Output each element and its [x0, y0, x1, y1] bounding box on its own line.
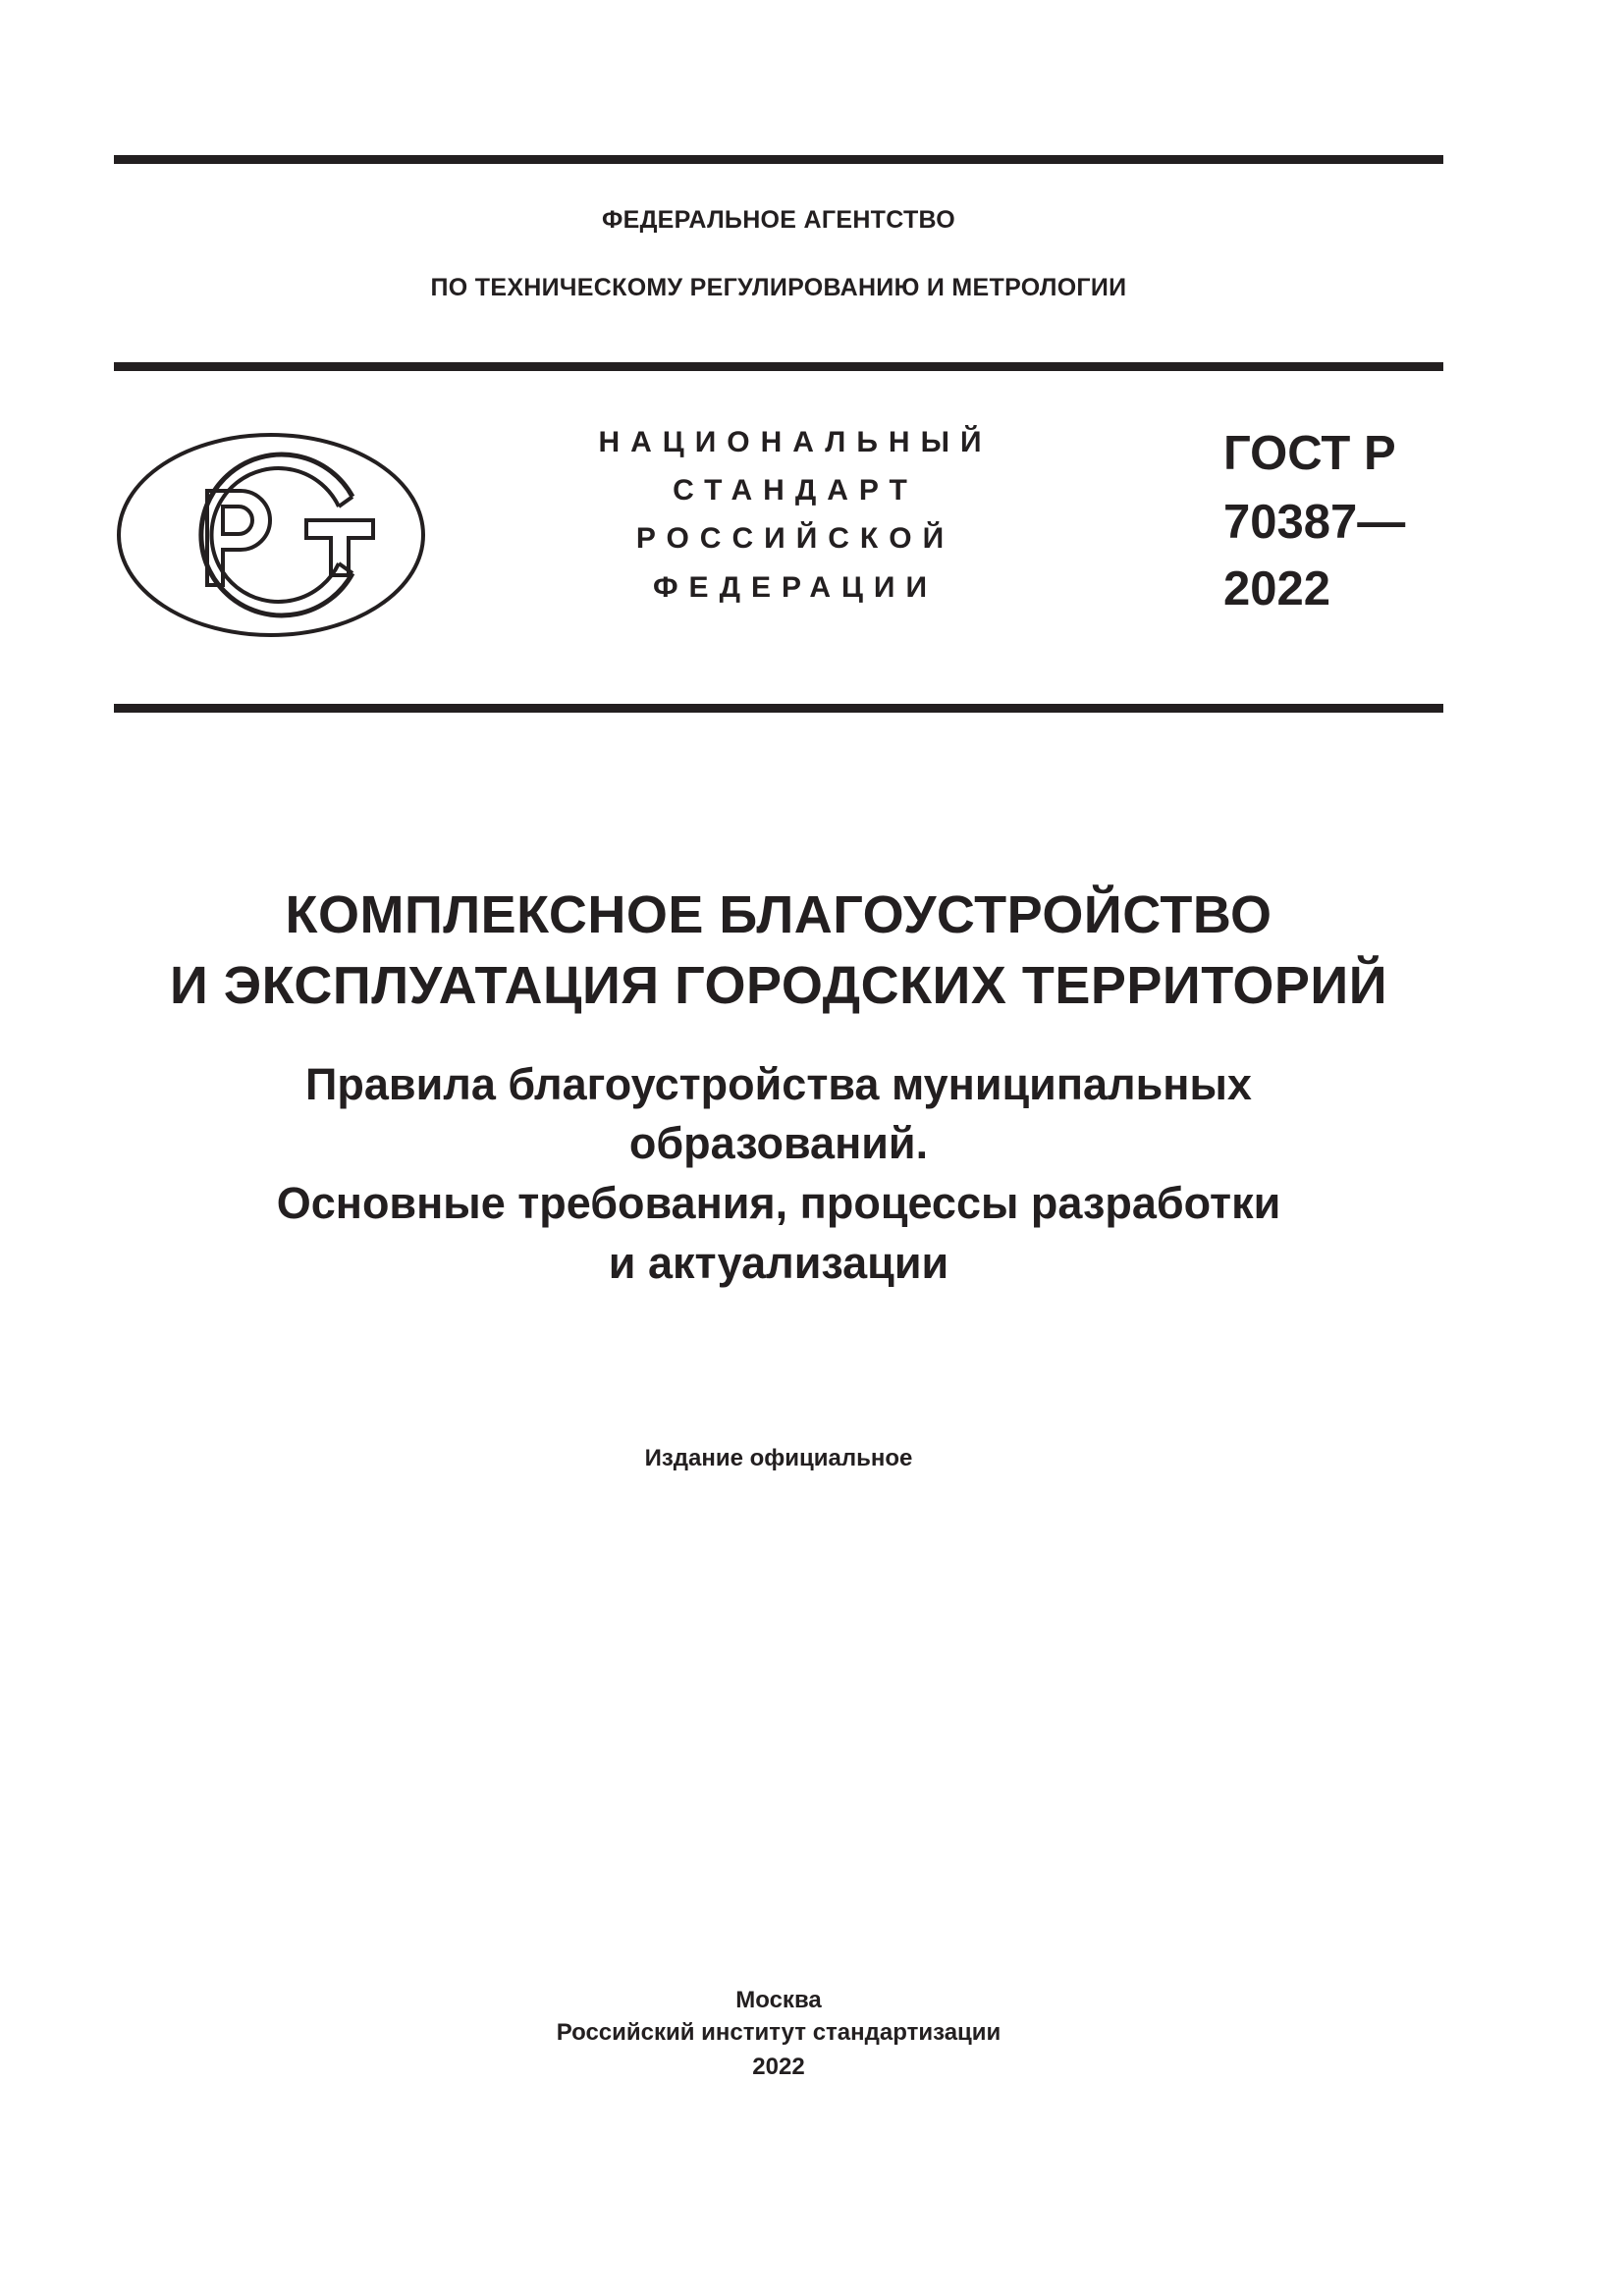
document-title-line2: И ЭКСПЛУАТАЦИЯ ГОРОДСКИХ ТЕРРИТОРИЙ	[169, 956, 1388, 1015]
imprint-city: Москва	[735, 1987, 822, 2013]
national-standard-line1: НАЦИОНАЛЬНЫЙ	[598, 426, 993, 458]
national-standard-line2: СТАНДАРТ	[673, 474, 918, 507]
standard-designation-line1: ГОСТ Р	[1223, 427, 1396, 480]
document-subtitle-line4: и актуализации	[608, 1238, 949, 1288]
edition-note: Издание официальное	[644, 1445, 913, 1471]
imprint-year: 2022	[752, 2054, 805, 2080]
document-title-line1: КОМПЛЕКСНОЕ БЛАГОУСТРОЙСТВО	[285, 885, 1272, 944]
document-subtitle-line2: образований.	[628, 1118, 929, 1168]
standard-designation-line2: 70387—	[1223, 496, 1406, 549]
header-rule	[114, 362, 1443, 371]
top-rule	[114, 155, 1443, 164]
national-standard-line4: ФЕДЕРАЦИИ	[652, 571, 939, 604]
standard-designation-line3: 2022	[1223, 562, 1331, 615]
document-subtitle-line1: Правила благоустройства муниципальных	[305, 1059, 1252, 1109]
document-subtitle-line3: Основные требования, процессы разработки	[276, 1178, 1281, 1228]
rst-certification-mark-icon	[114, 430, 428, 640]
national-standard-line3: РОССИЙСКОЙ	[635, 522, 955, 555]
imprint-publisher: Российский институт стандартизации	[556, 2019, 1001, 2046]
designation-rule	[114, 704, 1443, 713]
agency-name-line1: ФЕДЕРАЛЬНОЕ АГЕНТСТВО	[601, 206, 956, 234]
agency-name-line2: ПО ТЕХНИЧЕСКОМУ РЕГУЛИРОВАНИЮ И МЕТРОЛОГИИ	[430, 274, 1127, 301]
